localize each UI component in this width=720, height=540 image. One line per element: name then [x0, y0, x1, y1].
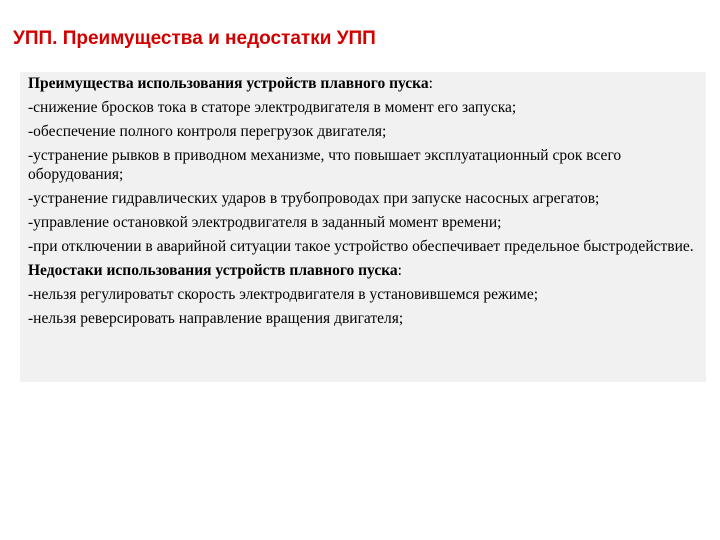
- advantages-heading-line: [28, 74, 700, 93]
- advantage-item: -при отключении в аварийной ситуации такое устройство обеспечивает предельное быстродействие.: [28, 238, 694, 255]
- disadvantage-item: -нельзя регулироватьт скорость электродвигателя в установившемся режиме;: [28, 286, 539, 303]
- disadvantages-heading: Недостаки использования устройств плавного пуска: [28, 262, 398, 279]
- advantages-heading-colon: :: [428, 75, 433, 92]
- advantages-heading: Преимущества использования устройств плавного пуска: [28, 75, 429, 92]
- content-text-block: [28, 74, 700, 333]
- advantage-item: -снижение бросков тока в статоре электродвигателя в момент его запуска;: [28, 99, 517, 116]
- advantage-item: -обеспечение полного контроля перегрузок двигателя;: [28, 123, 387, 140]
- advantage-item: -управление остановкой электродвигателя в заданный момент времени;: [28, 214, 502, 231]
- disadvantages-heading-line: [28, 261, 700, 280]
- slide-title: УПП. Преимущества и недостатки УПП: [13, 28, 376, 49]
- advantage-item: -устранение гидравлических ударов в трубопроводах при запуске насосных агрегатов;: [28, 190, 600, 207]
- disadvantages-heading-colon: :: [397, 262, 402, 279]
- advantage-item: -устранение рывков в приводном механизме, что повышает эксплуатационный срок всего оборудования;: [28, 147, 622, 183]
- disadvantage-item: -нельзя реверсировать направление вращения двигателя;: [28, 310, 404, 327]
